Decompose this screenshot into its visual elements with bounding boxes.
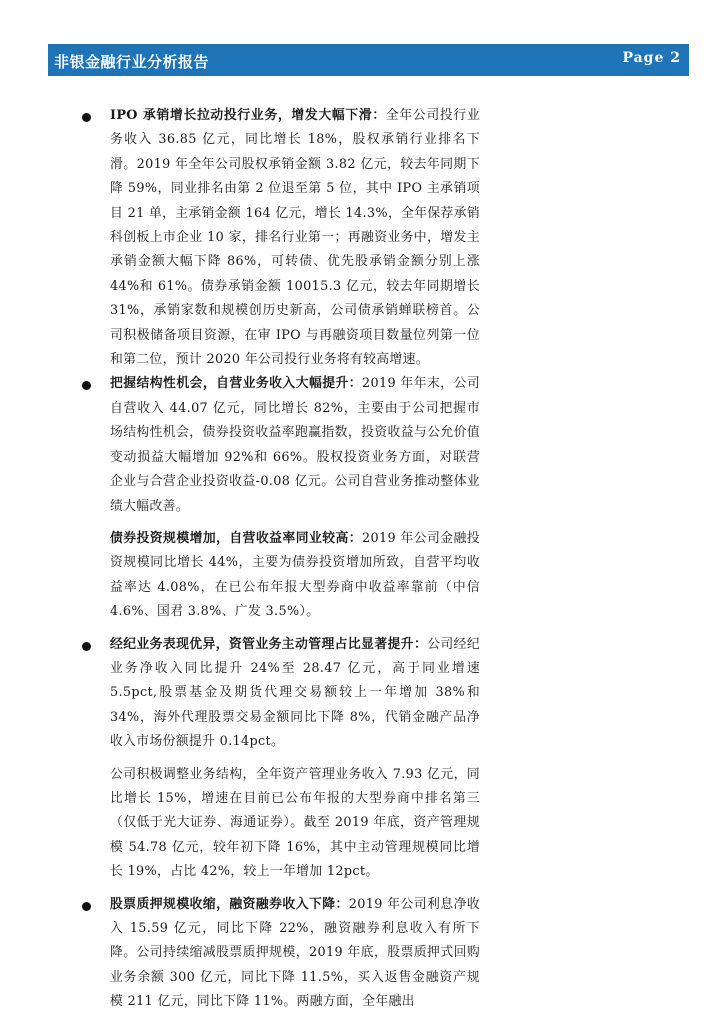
paragraph-text: 2019 年年末，公司自营收入 44.07 亿元，同比增长 82%，主要由于公司把握市场结构性机会，债券投资收益率跑赢指数，投资收益与公允价值变动损益大幅增加 92%和 66%。股权投资业务方面，对联营企业与合营企业投资收益-0.08 亿元。公司自营业务推动整体业绩大幅改善。 — [110, 376, 480, 514]
paragraph-heading: IPO 承销增长拉动投行业务，增发大幅下滑： — [110, 108, 386, 123]
subparagraph-bond-investment — [80, 527, 480, 625]
paragraph-ib — [110, 104, 480, 372]
paragraph-heading: 债券投资规模增加，自营收益率同业较高： — [110, 530, 363, 546]
paragraph-bond-investment — [110, 527, 480, 625]
bullet-dot-icon — [82, 642, 91, 651]
subparagraph-asset-management — [80, 763, 480, 885]
paragraph-text: 公司经纪业务净收入同比提升 24%至 28.47 亿元，高于同业增速 5.5pct,股票基金及期货代理交易额较上一年增加 38%和 34%，海外代理股票交易金额同比下降 8%，代销金融产品净收入市场份额提升 0.14pct。 — [110, 636, 480, 750]
paragraph-text: 公司积极调整业务结构，全年资产管理业务收入 7.93 亿元，同比增长 15%，增速在目前已公布年报的大型券商中排名第三（仅低于光大证券、海通证券）。截至 2019 年底，资产管理规模 54.78 亿元，较年初下降 16%，其中主动管理规模同比增长 19%，占比 42%，较上一年增加 12pct。 — [110, 766, 480, 880]
bullet-item-pledge — [80, 893, 480, 1015]
paragraph-proprietary — [110, 372, 480, 518]
report-title: 非银金融行业分析报告 — [54, 53, 210, 71]
paragraph-heading: 经纪业务表现优异，资管业务主动管理占比显著提升： — [110, 636, 428, 652]
bullet-item-brokerage — [80, 633, 480, 755]
report-body — [80, 104, 480, 1015]
bullet-dot-icon — [82, 902, 91, 911]
paragraph-heading: 股票质押规模收缩，融资融券收入下降： — [110, 896, 349, 912]
report-header-bar — [48, 44, 689, 76]
bullet-item-proprietary — [80, 372, 480, 518]
paragraph-pledge — [110, 893, 480, 1015]
paragraph-text: 全年公司投行业务收入 36.85 亿元，同比增长 18%，股权承销行业排名下滑。2019 年全年公司股权承销金额 3.82 亿元，较去年同期下降 59%，同业排名由第 2 位退至第 5 位，其中 IPO 主承销项目 21 单，主承销金额 164 亿元，增长 14.3%，全年保荐承销科创板上市企业 10 家，排名行业第一；再融资业务中，增发主承销金额大幅下降 86%，可转债、优先股承销金额分别上涨 44%和 61%。债券承销金额 10015.3 亿元，较去年同期增长 31%，承销家数和规模创历史新高，公司债承销蝉联榜首。公司积极储备项目资源，在审 IPO 与再融资项目数量位列第一位和第二位，预计 2020 年公司投行业务将有较高增速。 — [110, 108, 480, 368]
paragraph-asset-management — [110, 763, 480, 885]
paragraph-heading: 把握结构性机会，自营业务收入大幅提升： — [110, 376, 363, 392]
bullet-dot-icon — [82, 113, 91, 122]
page-number: Page 2 — [622, 50, 681, 66]
bullet-item-ib — [80, 104, 480, 372]
bullet-dot-icon — [82, 381, 91, 390]
paragraph-text: 2019 年公司金融投资规模同比增长 44%，主要为债券投资增加所致，自营平均收益率达 4.08%，在已公布年报大型券商中收益率靠前（中信 4.6%、国君 3.8%、广发 3.5%）。 — [110, 530, 480, 620]
paragraph-brokerage — [110, 633, 480, 755]
paragraph-text: 2019 年公司利息净收入 15.59 亿元，同比下降 22%，融资融券利息收入有所下降。公司持续缩减股票质押规模，2019 年底，股票质押式回购业务余额 300 亿元，同比下降 11.5%，买入返售金融资产规模 211 亿元，同比下降 11%。两融方面，全年融出 — [110, 896, 480, 1010]
